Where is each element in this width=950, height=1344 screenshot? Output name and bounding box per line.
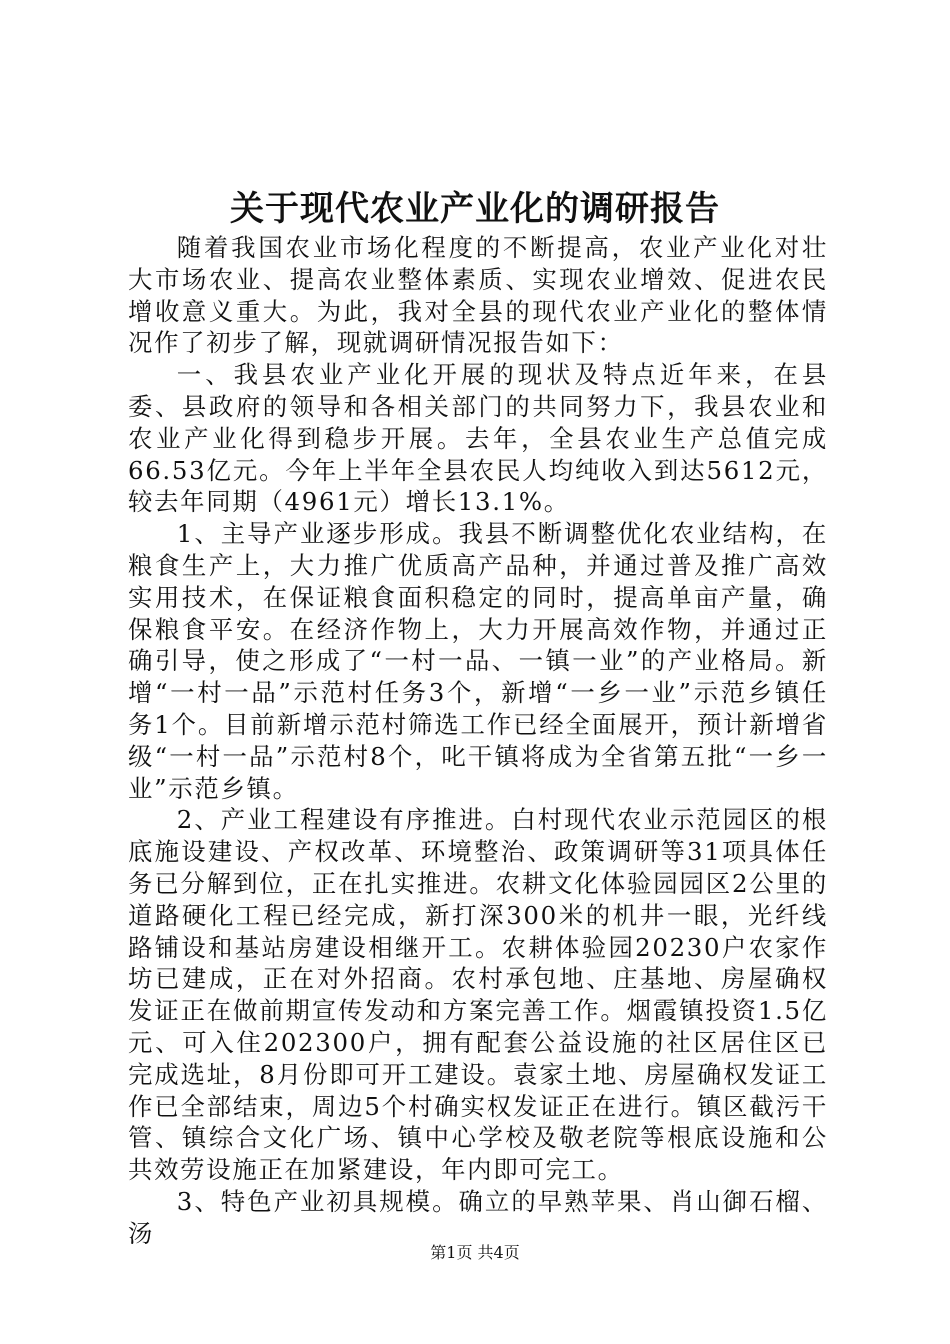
paragraph-item-3: 3、特色产业初具规模。确立的早熟苹果、肖山御石榴、汤 xyxy=(128,1186,828,1248)
paragraph-intro: 随着我国农业市场化程度的不断提高，农业产业化对壮大市场农业、提高农业整体素质、实现农业增效、促进农民增收意义重大。为此，我对全县的现代农业产业化的整体情况作了初步了解，现就调研情况报告如下： xyxy=(128,233,828,358)
document-body xyxy=(128,232,828,1250)
paragraph-item-1: 1、主导产业逐步形成。我县不断调整优化农业结构，在粮食生产上，大力推广优质高产品种，并通过普及推广高效实用技术，在保证粮食面积稳定的同时，提高单亩产量，确保粮食平安。在经济作物上，大力开展高效作物，并通过正确引导，使之形成了“一村一品、一镇一业”的产业格局。新增“一村一品”示范村任务3个，新增“一乡一业”示范乡镇任务1个。目前新增示范村筛选工作已经全面展开，预计新增省级“一村一品”示范村8个，叱干镇将成为全省第五批“一乡一业”示范乡镇。 xyxy=(128,519,828,803)
paragraph-section-1: 一、我县农业产业化开展的现状及特点近年来，在县委、县政府的领导和各相关部门的共同努力下，我县农业和农业产业化得到稳步开展。去年，全县农业生产总值完成66.53亿元。今年上半年全县农民人均纯收入到达5612元，较去年同期（4961元）增长13.1%。 xyxy=(128,360,828,517)
paragraph-item-2: 2、产业工程建设有序推进。白村现代农业示范园区的根底施设建设、产权改革、环境整治、政策调研等31项具体任务已分解到位，正在扎实推进。农耕文化体验园园区2公里的道路硬化工程已经完成，新打深300米的机井一眼，光纤线路铺设和基站房建设相继开工。农耕体验园20230户农家作坊已建成，正在对外招商。农村承包地、庄基地、房屋确权发证正在做前期宣传发动和方案完善工作。烟霞镇投资1.5亿元、可入住202300户，拥有配套公益设施的社区居住区已完成选址，8月份即可开工建设。袁家土地、房屋确权发证工作已全部结束，周边5个村确实权发证正在进行。镇区截污干管、镇综合文化广场、镇中心学校及敬老院等根底设施和公共效劳设施正在加紧建设，年内即可完工。 xyxy=(128,805,828,1185)
document-title: 关于现代农业产业化的调研报告 xyxy=(230,189,720,229)
page-footer: 第1页 共4页 xyxy=(430,1243,520,1262)
